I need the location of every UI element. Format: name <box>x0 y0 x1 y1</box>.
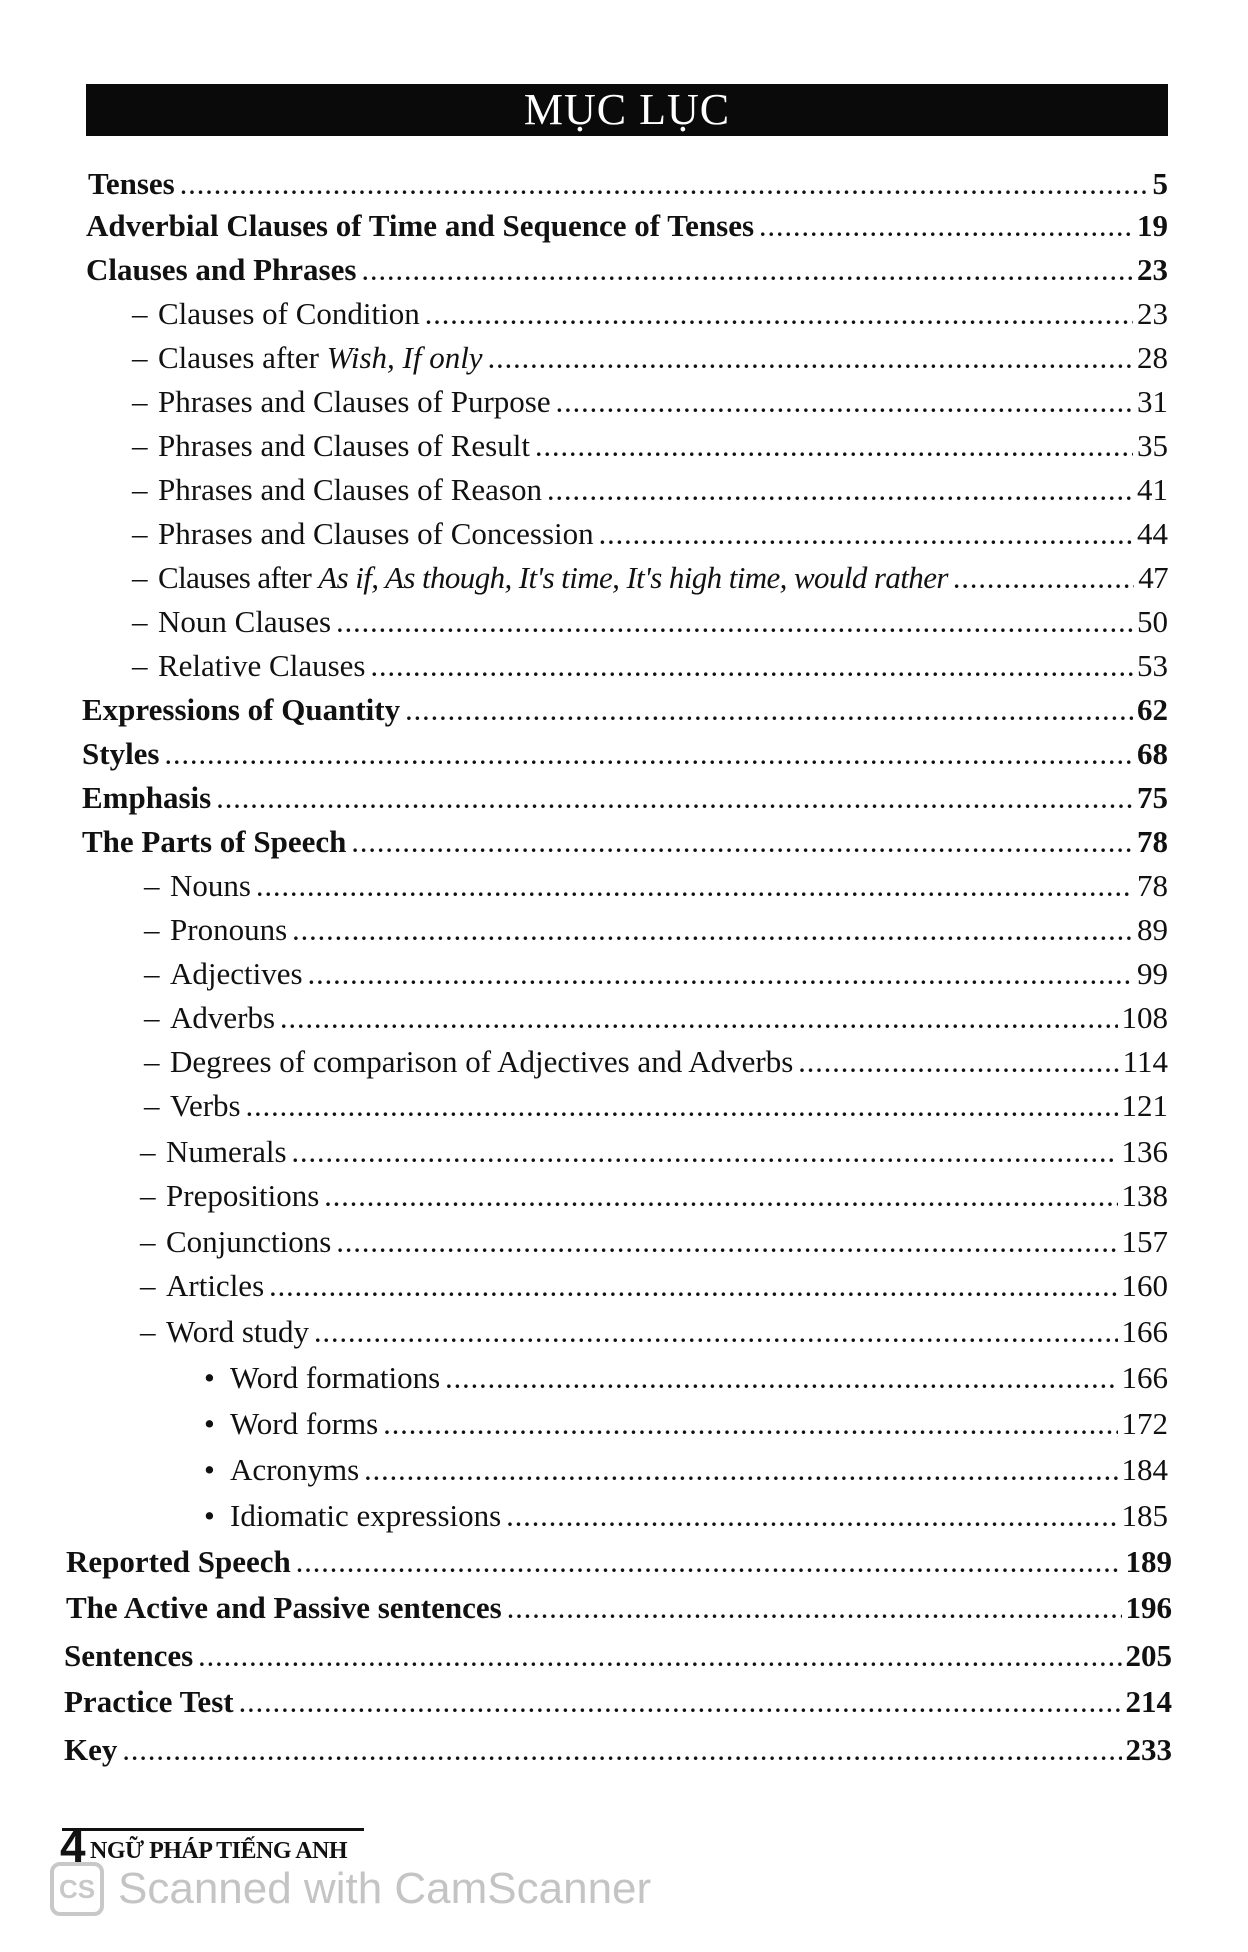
dash-marker: – <box>144 1044 160 1079</box>
toc-entry-clauses-after-as-if <box>132 558 1168 598</box>
dash-marker: – <box>144 1000 160 1035</box>
dash-marker: – <box>140 1268 156 1303</box>
bullet-marker: • <box>204 1406 215 1441</box>
toc-entry-label: • Word formations <box>204 1358 440 1398</box>
toc-leader-dots <box>365 1453 1117 1493</box>
toc-entry-verbs <box>144 1086 1168 1126</box>
toc-entry-label: Key <box>64 1732 118 1767</box>
camscanner-watermark <box>50 1862 651 1916</box>
toc-entry-sentences <box>64 1636 1172 1676</box>
toc-entry-active-passive <box>66 1588 1172 1628</box>
toc-entry-label: – Adjectives <box>144 954 303 994</box>
toc-leader-dots <box>240 1685 1122 1725</box>
toc-entry-label: – Adverbs <box>144 998 275 1038</box>
watermark-text: Scanned with CamScanner <box>118 1864 652 1913</box>
toc-entry-label: – Clauses after Wish, If only <box>132 338 483 378</box>
dash-marker: – <box>140 1224 156 1259</box>
toc-entry-label: Practice Test <box>64 1684 234 1719</box>
toc-entry-label: Sentences <box>64 1638 194 1673</box>
toc-leader-dots <box>371 649 1133 689</box>
toc-entry-label: – Numerals <box>140 1132 287 1172</box>
toc-entry-concession <box>132 514 1168 554</box>
toc-entry-practice-test <box>64 1682 1172 1722</box>
toc-entry-relative-clauses <box>132 646 1168 686</box>
dash-marker: – <box>140 1314 156 1349</box>
toc-entry-articles <box>140 1266 1168 1306</box>
toc-entry-page: 166 <box>1121 1360 1168 1395</box>
toc-entry-label: Adverbial Clauses of Time and Sequence of Tenses <box>86 208 755 243</box>
toc-leader-dots <box>954 561 1134 601</box>
dash-marker: – <box>132 384 148 419</box>
bullet-marker: • <box>204 1498 215 1533</box>
toc-entry-label: – Noun Clauses <box>132 602 331 642</box>
toc-entry-page: 136 <box>1121 1134 1168 1169</box>
toc-entry-adverbs <box>144 998 1168 1038</box>
toc-entry-label: – Word study <box>140 1312 309 1352</box>
toc-entry-page: 23 <box>1137 252 1168 287</box>
toc-entry-parts-of-speech <box>82 822 1168 862</box>
toc-entry-label: • Acronyms <box>204 1450 359 1490</box>
dash-marker: – <box>132 516 148 551</box>
toc-entry-clauses-after-wish <box>132 338 1168 378</box>
toc-entry-numerals <box>140 1132 1168 1172</box>
toc-entry-page: 50 <box>1137 604 1168 639</box>
toc-entry-label: Styles <box>82 736 160 771</box>
toc-entry-label: Emphasis <box>82 780 212 815</box>
footer-rule <box>62 1828 364 1831</box>
toc-entry-page: 41 <box>1137 472 1168 507</box>
toc-entry-word-study <box>140 1312 1168 1352</box>
toc-entry-purpose <box>132 382 1168 422</box>
toc-leader-dots <box>293 913 1133 953</box>
toc-entry-noun-clauses <box>132 602 1168 642</box>
toc-leader-dots <box>270 1269 1117 1309</box>
dash-marker: – <box>144 956 160 991</box>
toc-leader-dots <box>181 167 1149 207</box>
toc-entry-page: 214 <box>1125 1684 1172 1719</box>
toc-leader-dots <box>199 1639 1121 1679</box>
toc-leader-dots <box>247 1089 1118 1129</box>
toc-leader-dots <box>508 1591 1122 1631</box>
dash-marker: – <box>144 868 160 903</box>
toc-entry-clauses-of-condition <box>132 294 1168 334</box>
toc-entry-label: • Idiomatic expressions <box>204 1496 501 1536</box>
toc-entry-clauses-and-phrases <box>86 250 1168 290</box>
toc-entry-page: 68 <box>1137 736 1168 771</box>
toc-entry-label: • Word forms <box>204 1404 378 1444</box>
toc-entry-prepositions <box>140 1176 1168 1216</box>
toc-entry-label: – Phrases and Clauses of Reason <box>132 470 542 510</box>
toc-leader-dots <box>123 1733 1121 1773</box>
toc-entry-page: 196 <box>1125 1590 1172 1625</box>
toc-entry-label: – Conjunctions <box>140 1222 331 1262</box>
toc-entry-reason <box>132 470 1168 510</box>
dash-marker: – <box>132 296 148 331</box>
toc-leader-dots <box>325 1179 1117 1219</box>
toc-entry-page: 31 <box>1137 384 1168 419</box>
camscanner-logo-icon: CS <box>50 1862 104 1916</box>
toc-entry-tenses <box>88 164 1168 204</box>
toc-entry-label: – Clauses of Condition <box>132 294 420 334</box>
toc-entry-label: – Clauses after As if, As though, It's time, It's high time, would rather <box>132 558 948 598</box>
toc-entry-label: Clauses and Phrases <box>86 252 357 287</box>
toc-entry-label: – Nouns <box>144 866 251 906</box>
toc-entry-label: The Active and Passive sentences <box>66 1590 502 1625</box>
toc-entry-pronouns <box>144 910 1168 950</box>
toc-entry-page: 205 <box>1125 1638 1172 1673</box>
toc-entry-conjunctions <box>140 1222 1168 1262</box>
toc-entry-label: – Verbs <box>144 1086 241 1126</box>
toc-entry-word-formations <box>204 1358 1168 1398</box>
toc-entry-page: 157 <box>1121 1224 1168 1259</box>
toc-entry-acronyms <box>204 1450 1168 1490</box>
toc-leader-dots <box>760 209 1133 249</box>
dash-marker: – <box>132 472 148 507</box>
toc-entry-page: 28 <box>1137 340 1168 375</box>
toc-entry-page: 35 <box>1137 428 1168 463</box>
dash-marker: – <box>140 1178 156 1213</box>
toc-entry-label: – Articles <box>140 1266 264 1306</box>
toc-entry-page: 184 <box>1121 1452 1168 1487</box>
toc-leader-dots <box>799 1045 1118 1085</box>
toc-entry-page: 233 <box>1125 1732 1172 1767</box>
dash-marker: – <box>132 604 148 639</box>
toc-leader-dots <box>293 1135 1118 1175</box>
toc-entry-label: – Degrees of comparison of Adjectives and Adverbs <box>144 1042 793 1082</box>
toc-entry-page: 19 <box>1137 208 1168 243</box>
toc-leader-dots <box>557 385 1133 425</box>
toc-entry-styles <box>82 734 1168 774</box>
toc-entry-label: The Parts of Speech <box>82 824 347 859</box>
toc-entry-page: 53 <box>1137 648 1168 683</box>
toc-leader-dots <box>536 429 1133 469</box>
toc-leader-dots <box>362 253 1133 293</box>
toc-entry-page: 44 <box>1137 516 1168 551</box>
toc-entry-adverbial-clauses <box>86 206 1168 246</box>
toc-entry-page: 78 <box>1137 824 1168 859</box>
toc-entry-page: 108 <box>1121 1000 1168 1035</box>
bullet-marker: • <box>204 1360 215 1395</box>
toc-entry-word-forms <box>204 1404 1168 1444</box>
toc-entry-page: 185 <box>1121 1498 1168 1533</box>
toc-leader-dots <box>489 341 1133 381</box>
toc-entry-page: 114 <box>1122 1044 1168 1079</box>
toc-entry-label: – Phrases and Clauses of Purpose <box>132 382 551 422</box>
toc-leader-dots <box>507 1499 1117 1539</box>
toc-entry-label: – Phrases and Clauses of Result <box>132 426 530 466</box>
toc-leader-dots <box>166 737 1134 777</box>
footer-page-number: 4 <box>60 1820 86 1872</box>
dash-marker: – <box>132 560 147 595</box>
toc-entry-label: Tenses <box>88 166 175 201</box>
toc-entry-label: Expressions of Quantity <box>82 692 401 727</box>
toc-entry-key <box>64 1730 1172 1770</box>
toc-entry-page: 172 <box>1121 1406 1168 1441</box>
toc-entry-result <box>132 426 1168 466</box>
toc-leader-dots <box>257 869 1133 909</box>
bullet-marker: • <box>204 1452 215 1487</box>
toc-leader-dots <box>352 825 1133 865</box>
toc-leader-dots <box>315 1315 1117 1355</box>
page-title: MỤC LỤC <box>523 85 731 134</box>
toc-leader-dots <box>337 605 1133 645</box>
toc-entry-adjectives <box>144 954 1168 994</box>
toc-entry-reported-speech <box>66 1542 1172 1582</box>
toc-leader-dots <box>406 693 1133 733</box>
dash-marker: – <box>144 912 160 947</box>
toc-entry-expressions-of-quantity <box>82 690 1168 730</box>
toc-entry-page: 5 <box>1152 166 1168 201</box>
toc-leader-dots <box>217 781 1133 821</box>
dash-marker: – <box>132 428 148 463</box>
toc-entry-emphasis <box>82 778 1168 818</box>
toc-entry-page: 89 <box>1137 912 1168 947</box>
toc-leader-dots <box>548 473 1133 513</box>
toc-entry-label: Reported Speech <box>66 1544 291 1579</box>
toc-entry-page: 78 <box>1137 868 1168 903</box>
toc-entry-page: 121 <box>1121 1088 1168 1123</box>
toc-entry-label: – Pronouns <box>144 910 287 950</box>
dash-marker: – <box>144 1088 160 1123</box>
toc-entry-page: 47 <box>1138 560 1168 595</box>
toc-entry-page: 99 <box>1137 956 1168 991</box>
toc-leader-dots <box>600 517 1133 557</box>
dash-marker: – <box>132 340 148 375</box>
toc-entry-degrees-of-comparison <box>144 1042 1168 1082</box>
footer-book-title: NGỮ PHÁP TIẾNG ANH <box>90 1838 348 1864</box>
toc-entry-page: 160 <box>1121 1268 1168 1303</box>
toc-entry-page: 166 <box>1121 1314 1168 1349</box>
toc-entry-label: – Prepositions <box>140 1176 319 1216</box>
toc-leader-dots <box>337 1225 1117 1265</box>
toc-leader-dots <box>446 1361 1117 1401</box>
dash-marker: – <box>140 1134 156 1169</box>
toc-entry-nouns <box>144 866 1168 906</box>
toc-entry-page: 23 <box>1137 296 1168 331</box>
toc-entry-page: 75 <box>1137 780 1168 815</box>
title-bar <box>86 84 1168 136</box>
toc-entry-idiomatic-expressions <box>204 1496 1168 1536</box>
toc-entry-page: 62 <box>1137 692 1168 727</box>
toc-leader-dots <box>297 1545 1122 1585</box>
toc-leader-dots <box>426 297 1133 337</box>
toc-leader-dots <box>309 957 1133 997</box>
toc-entry-label: – Relative Clauses <box>132 646 365 686</box>
toc-entry-page: 189 <box>1125 1544 1172 1579</box>
toc-leader-dots <box>384 1407 1117 1447</box>
toc-entry-label: – Phrases and Clauses of Concession <box>132 514 594 554</box>
toc-leader-dots <box>281 1001 1117 1041</box>
toc-entry-page: 138 <box>1121 1178 1168 1213</box>
dash-marker: – <box>132 648 148 683</box>
